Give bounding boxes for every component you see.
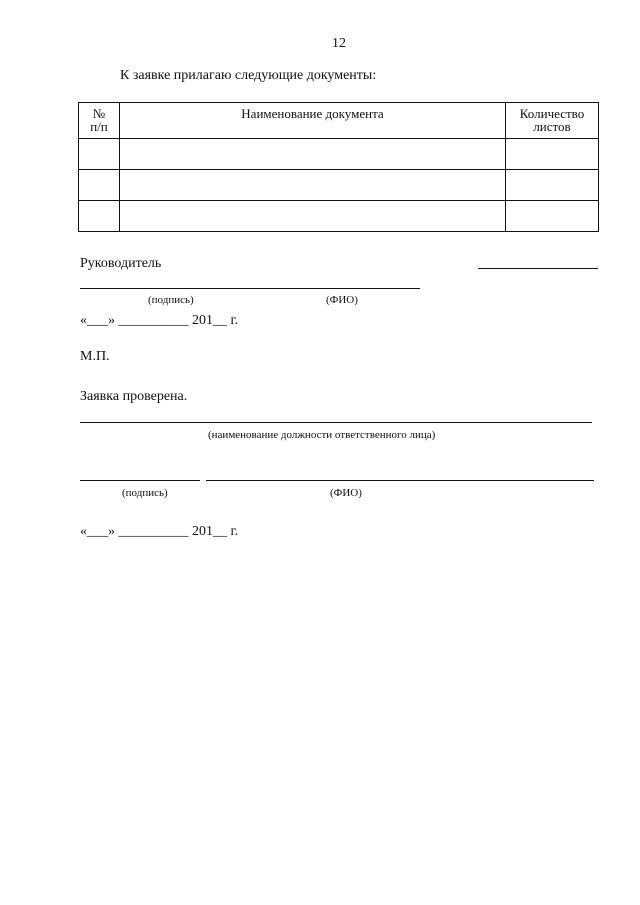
cell-document-name: [120, 170, 506, 201]
attachments-table: [78, 102, 599, 232]
manager-label: Руководитель: [80, 256, 162, 271]
table-header-row: [79, 103, 599, 139]
manager-fio-caption: (ФИО): [326, 294, 358, 306]
attachments-intro: К заявке прилагаю следующие документы:: [120, 68, 377, 83]
manager-signature-caption: (подпись): [148, 294, 194, 306]
cell-sheet-count: [506, 170, 599, 201]
manager-extra-line: [478, 268, 598, 269]
checker-fio-line: [206, 480, 594, 481]
cell-number: [79, 201, 120, 232]
checker-signature-line: [80, 480, 200, 481]
header-document-name-label: Наименование документа: [241, 106, 384, 121]
cell-sheet-count: [506, 201, 599, 232]
cell-document-name: [120, 139, 506, 170]
table-row: [79, 139, 599, 170]
cell-number: [79, 170, 120, 201]
header-number-line2: п/п: [90, 119, 108, 134]
cell-sheet-count: [506, 139, 599, 170]
table-row: [79, 170, 599, 201]
cell-number: [79, 139, 120, 170]
table-row: [79, 201, 599, 232]
cell-document-name: [120, 201, 506, 232]
checker-signature-caption: (подпись): [122, 487, 168, 499]
checker-date-line: «___» __________ 201__ г.: [80, 524, 239, 539]
checked-label: Заявка проверена.: [80, 389, 188, 404]
header-number-line1: №: [92, 106, 106, 121]
page-number: 12: [332, 36, 346, 51]
header-document-name: [120, 103, 506, 139]
header-number: [79, 103, 120, 139]
header-sheet-count-line2: листов: [533, 119, 571, 134]
stamp-label: М.П.: [80, 349, 110, 364]
position-caption: (наименование должности ответственного лица): [208, 429, 436, 441]
header-sheet-count: [506, 103, 599, 139]
header-sheet-count-line1: Количество: [519, 106, 585, 121]
position-line: [80, 422, 592, 423]
manager-date-line: «___» __________ 201__ г.: [80, 313, 239, 328]
checker-fio-caption: (ФИО): [330, 487, 362, 499]
manager-signature-line: [80, 288, 420, 289]
